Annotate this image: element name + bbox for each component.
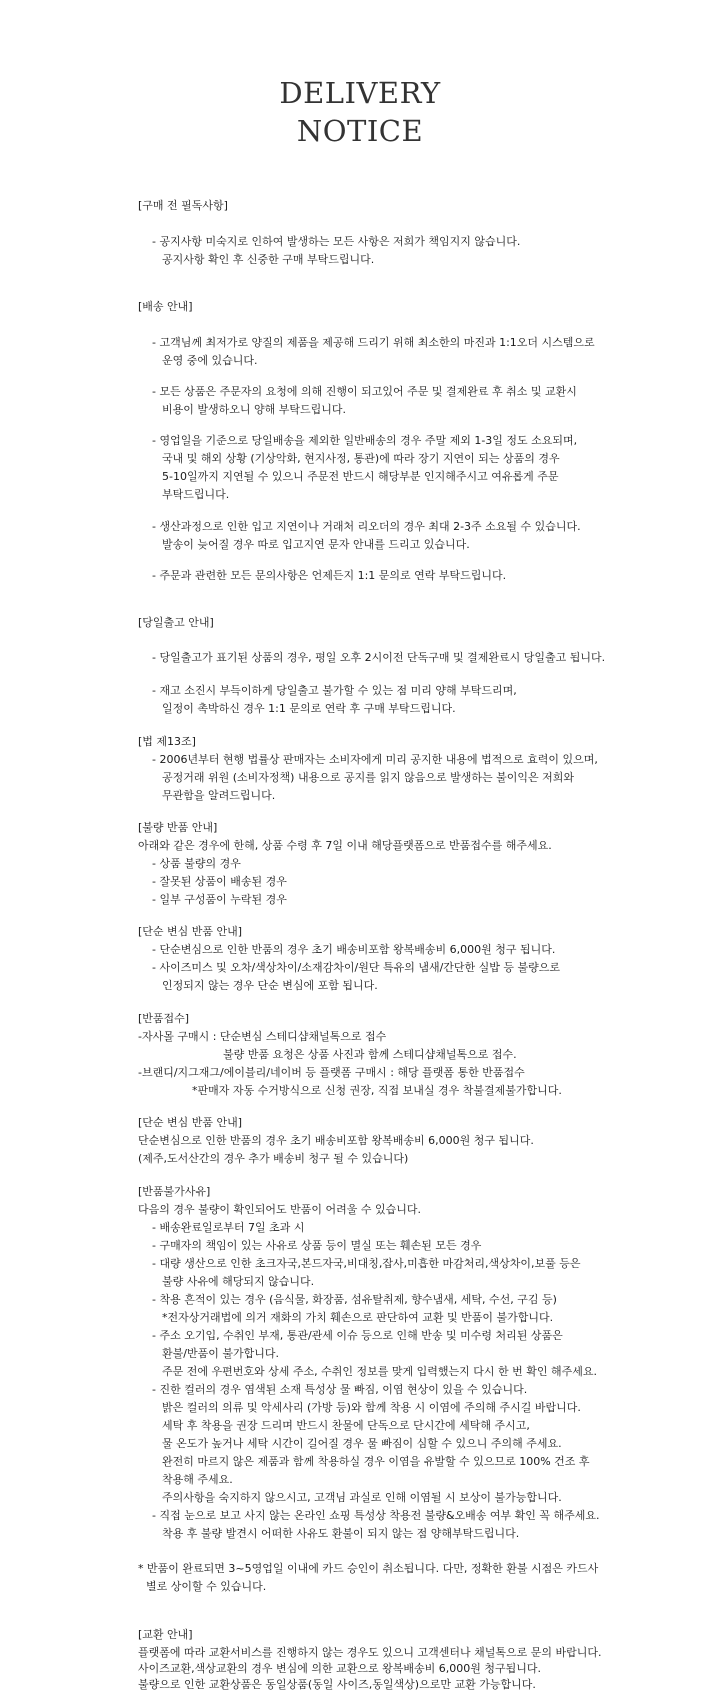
notice-line: 불량으로 인한 교환상품은 동일상품(동일 사이즈,동일색상)으로만 교환 가능합니다.: [138, 1678, 536, 1691]
notice-line: 단순변심으로 인한 반품의 경우 초기 배송비포함 왕복배송비 6,000원 청구 됩니다.: [138, 1134, 534, 1147]
notice-line: 부탁드립니다.: [162, 488, 230, 501]
notice-line: 5-10일까지 지연될 수 있으니 주문전 반드시 해당부분 인지해주시고 여유롭게 주문: [162, 470, 559, 483]
notice-line: - 상품 불량의 경우: [152, 857, 241, 870]
notice-line: - 대량 생산으로 인한 초크자국,본드자국,비대칭,잡사,미흡한 마감처리,색상차이,보풀 등은: [152, 1257, 581, 1270]
section-heading: [불량 반품 안내]: [138, 821, 218, 834]
notice-line: 인정되지 않는 경우 단순 변심에 포함 됩니다.: [162, 979, 378, 992]
notice-line: - 모든 상품은 주문자의 요청에 의해 진행이 되고있어 주문 및 결제완료 후 취소 및 교환시: [152, 385, 577, 398]
notice-line: 플랫폼에 따라 교환서비스를 진행하지 않는 경우도 있으니 고객센터나 채널톡으로 문의 바랍니다.: [138, 1646, 602, 1659]
section-heading: [반품불가사유]: [138, 1185, 211, 1198]
title-line-2: NOTICE: [296, 114, 424, 148]
notice-line: 불량 사유에 해당되지 않습니다.: [162, 1275, 315, 1288]
notice-line: 착용해 주세요.: [162, 1473, 233, 1486]
notice-line: - 주소 오기입, 수취인 부재, 통관/관세 이슈 등으로 인해 반송 및 미수령 처리된 상품은: [152, 1329, 563, 1342]
notice-line: 완전히 마르지 않은 제품과 함께 착용하실 경우 이염을 유발할 수 있으므로 100% 건조 후: [162, 1455, 590, 1468]
notice-line: 밝은 컬러의 의류 및 악세사리 (가방 등)와 함께 착용 시 이염에 주의해 주시길 바랍니다.: [162, 1401, 581, 1414]
notice-line: - 주문과 관련한 모든 문의사항은 언제든지 1:1 문의로 연락 부탁드립니다.: [152, 569, 507, 582]
notice-line: - 당일출고가 표기된 상품의 경우, 평일 오후 2시이전 단독구매 및 결제완료시 당일출고 됩니다.: [152, 651, 606, 664]
notice-line: 착용 후 불량 발견시 어떠한 사유도 환불이 되지 않는 점 양해부탁드립니다.: [162, 1527, 520, 1540]
section-heading: [반품접수]: [138, 1012, 190, 1025]
notice-line: 다음의 경우 불량이 확인되어도 반품이 어려울 수 있습니다.: [138, 1203, 421, 1216]
notice-line: *판매자 자동 수거방식으로 신청 권장, 직접 보내실 경우 착불결제불가합니다.: [192, 1084, 562, 1097]
notice-line: 별로 상이할 수 있습니다.: [146, 1580, 267, 1593]
notice-line: -자사몰 구매시 : 단순변심 스테디샵채널톡으로 접수: [138, 1030, 387, 1043]
notice-line: - 단순변심으로 인한 반품의 경우 초기 배송비포함 왕복배송비 6,000원 청구 됩니다.: [152, 943, 556, 956]
notice-line: -브랜디/지그재그/에이블리/네이버 등 플랫폼 구매시 : 해당 플랫폼 통한 반품접수: [138, 1066, 525, 1079]
notice-line: - 사이즈미스 및 오차/색상차이/소재감차이/원단 특유의 냄새/간단한 실밥 등 불량으로: [152, 961, 561, 974]
notice-line: - 착용 흔적이 있는 경우 (음식물, 화장품, 섬유탈취제, 향수냄새, 세탁, 수선, 구김 등): [152, 1293, 557, 1306]
notice-line: (제주,도서산간의 경우 추가 배송비 청구 될 수 있습니다): [138, 1152, 409, 1165]
section-heading: [교환 안내]: [138, 1628, 193, 1641]
notice-line: 발송이 늦어질 경우 따로 입고지연 문자 안내를 드리고 있습니다.: [162, 538, 470, 551]
notice-line: - 배송완료일로부터 7일 초과 시: [152, 1221, 305, 1234]
notice-line: - 생산과정으로 인한 입고 지연이나 거래처 리오더의 경우 최대 2-3주 소요될 수 있습니다.: [152, 520, 581, 533]
notice-line: 물 온도가 높거나 세탁 시간이 길어질 경우 물 빠짐이 심할 수 있으니 주의해 주세요.: [162, 1437, 562, 1450]
notice-line: 불량 반품 요청은 상품 사진과 함께 스테디샵채널톡으로 접수.: [223, 1048, 517, 1061]
notice-line: 주의사항을 숙지하지 않으시고, 고객님 과실로 인해 이염될 시 보상이 불가능합니다.: [162, 1491, 562, 1504]
notice-line: - 고객님께 최저가로 양질의 제품을 제공해 드리기 위해 최소한의 마진과 1:1오더 시스템으로: [152, 336, 595, 349]
notice-line: - 공지사항 미숙지로 인하여 발생하는 모든 사항은 저희가 책임지지 않습니다.: [152, 235, 521, 248]
notice-line: 공지사항 확인 후 신중한 구매 부탁드립니다.: [162, 253, 375, 266]
notice-line: - 재고 소진시 부득이하게 당일출고 불가할 수 있는 점 미리 양해 부탁드리며,: [152, 684, 517, 697]
notice-line: 세탁 후 착용을 권장 드리며 반드시 찬물에 단독으로 단시간에 세탁해 주시고,: [162, 1419, 530, 1432]
notice-line: - 일부 구성품이 누락된 경우: [152, 893, 287, 906]
notice-line: * 반품이 완료되면 3~5영업일 이내에 카드 승인이 취소됩니다. 다만, 정확한 환불 시점은 카드사: [138, 1562, 599, 1575]
notice-line: 아래와 같은 경우에 한해, 상품 수령 후 7일 이내 해당플랫폼으로 반품접수를 해주세요.: [138, 839, 552, 852]
notice-line: *전자상거래법에 의거 재화의 가치 훼손으로 판단하여 교환 및 반품이 불가합니다.: [162, 1311, 554, 1324]
notice-line: 사이즈교환,색상교환의 경우 변심에 의한 교환으로 왕복배송비 6,000원 청구됩니다.: [138, 1662, 541, 1675]
notice-line: 국내 및 해외 상황 (기상악화, 현지사정, 통관)에 따라 장기 지연이 되는 상품의 경우: [162, 452, 560, 465]
section-heading: [구매 전 필독사항]: [138, 199, 228, 212]
section-heading: [법 제13조]: [138, 735, 196, 748]
section-heading: [단순 변심 반품 안내]: [138, 925, 243, 938]
section-heading: [단순 변심 반품 안내]: [138, 1116, 243, 1129]
notice-line: - 직접 눈으로 보고 사지 않는 온라인 쇼핑 특성상 착용전 불량&오배송 여부 확인 꼭 해주세요.: [152, 1509, 600, 1522]
notice-line: 비용이 발생하오니 양해 부탁드립니다.: [162, 403, 347, 416]
notice-line: 주문 전에 우편번호와 상세 주소, 수취인 정보를 맞게 입력했는지 다시 한 번 확인 해주세요.: [162, 1365, 597, 1378]
notice-line: - 진한 컬러의 경우 염색된 소재 특성상 물 빠짐, 이염 현상이 있을 수 있습니다.: [152, 1383, 528, 1396]
notice-line: 무관함을 알려드립니다.: [162, 789, 276, 802]
notice-line: - 구매자의 책임이 있는 사유로 상품 등이 멸실 또는 훼손된 모든 경우: [152, 1239, 482, 1252]
notice-line: - 2006년부터 현행 법률상 판매자는 소비자에게 미리 공지한 내용에 법적으로 효력이 있으며,: [152, 753, 598, 766]
notice-line: 공정거래 위원 (소비자정책) 내용으로 공지를 읽지 않음으로 발생하는 불이익은 저희와: [162, 771, 574, 784]
notice-line: - 잘못된 상품이 배송된 경우: [152, 875, 287, 888]
section-heading: [배송 안내]: [138, 300, 193, 313]
notice-line: - 영업일을 기준으로 당일배송을 제외한 일반배송의 경우 주말 제외 1-3일 정도 소요되며,: [152, 434, 578, 447]
title-line-1: DELIVERY: [279, 76, 441, 110]
notice-line: 운영 중에 있습니다.: [162, 354, 258, 367]
notice-line: 환불/반품이 불가합니다.: [162, 1347, 279, 1360]
notice-line: 일정이 촉박하신 경우 1:1 문의로 연락 후 구매 부탁드립니다.: [162, 702, 456, 715]
section-heading: [당일출고 안내]: [138, 616, 214, 629]
